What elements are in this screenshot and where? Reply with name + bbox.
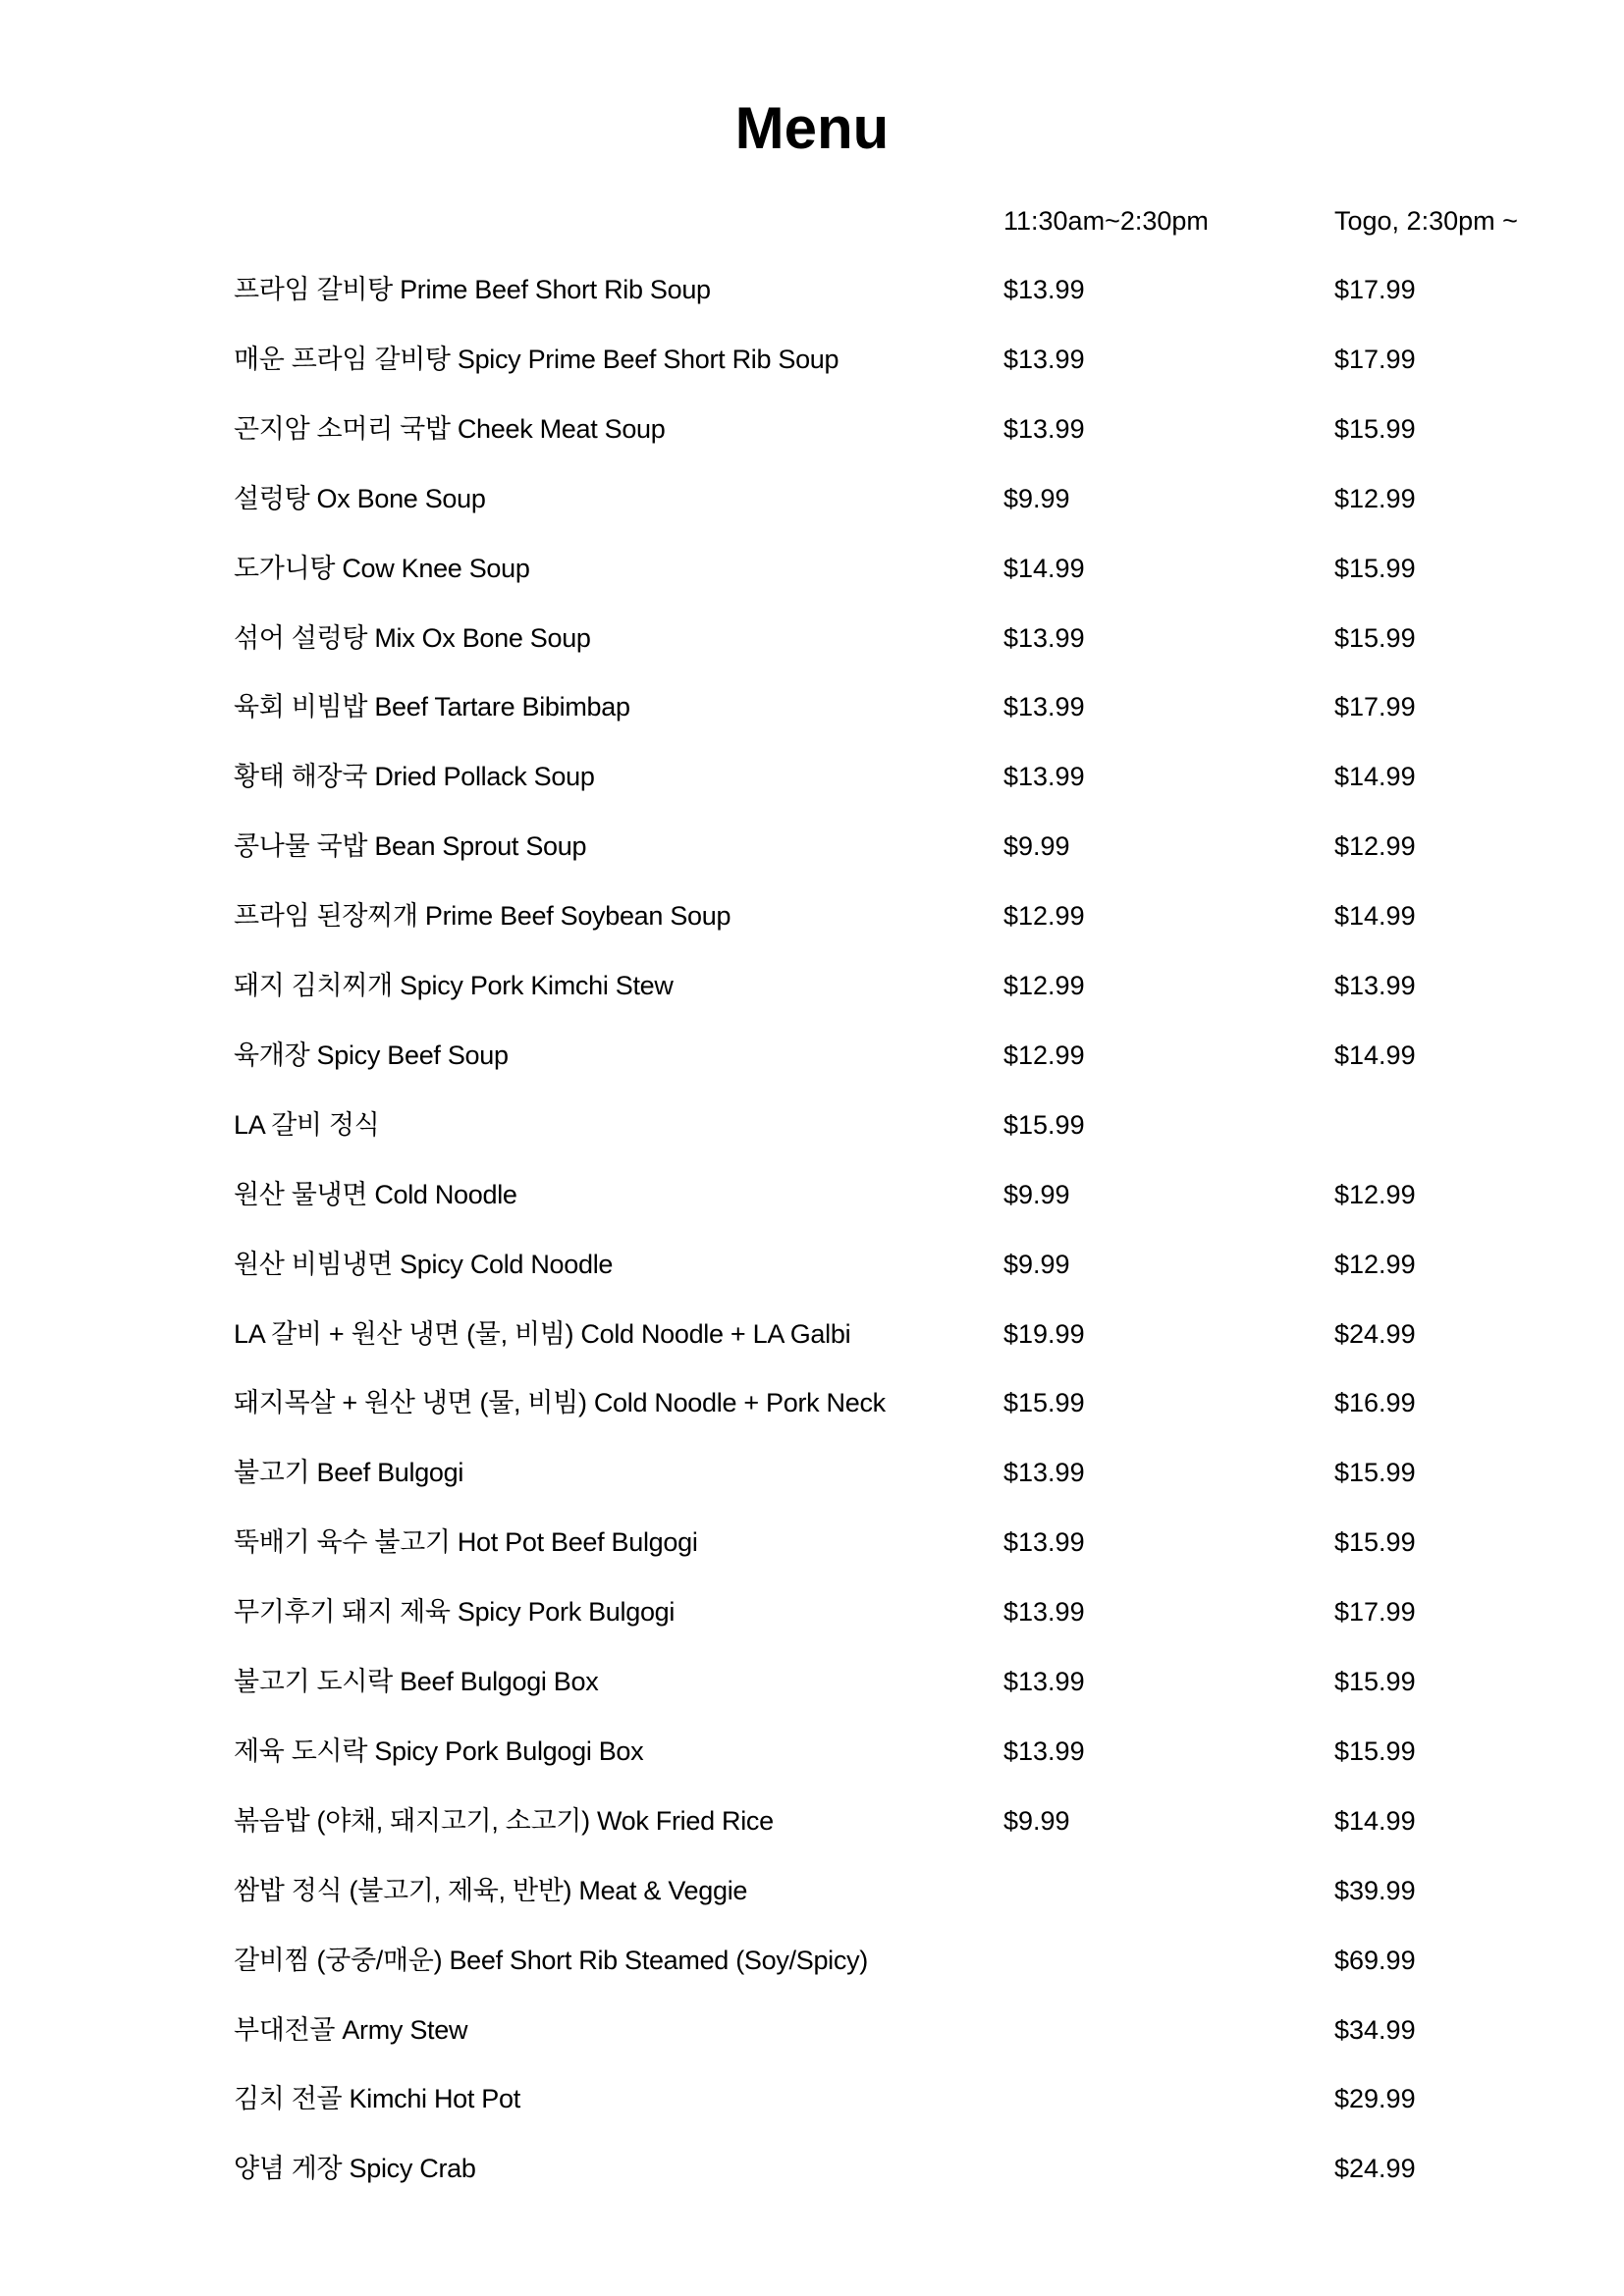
menu-item-togo-price: $17.99	[1334, 344, 1416, 374]
menu-item-name: 매운 프라임 갈비탕 Spicy Prime Beef Short Rib Soup	[234, 344, 839, 374]
menu-item-name: 양념 게장 Spicy Crab	[234, 2154, 476, 2184]
menu-item-row	[0, 1801, 1624, 1841]
menu-item-row	[0, 1383, 1624, 1422]
menu-item-togo-price: $12.99	[1334, 1179, 1416, 1209]
menu-item-lunch-price: $9.99	[1003, 831, 1070, 862]
menu-item-row	[0, 340, 1624, 379]
menu-item-lunch-price: $12.99	[1003, 901, 1085, 932]
menu-item-row	[0, 1453, 1624, 1492]
menu-item-row	[0, 409, 1624, 449]
menu-item-lunch-price: $13.99	[1003, 692, 1085, 722]
menu-item-row	[0, 1036, 1624, 1075]
menu-item-togo-price: $12.99	[1334, 483, 1416, 513]
menu-item-name: 불고기 도시락 Beef Bulgogi Box	[234, 1667, 599, 1696]
menu-item-lunch-price: $9.99	[1003, 483, 1070, 513]
menu-item-row	[0, 1314, 1624, 1354]
menu-item-row	[0, 2149, 1624, 2188]
menu-item-row	[0, 618, 1624, 658]
menu-item-row	[0, 1941, 1624, 1980]
menu-item-name: 콩나물 국밥 Bean Sprout Soup	[234, 831, 587, 862]
menu-item-row	[0, 1592, 1624, 1631]
menu-item-row	[0, 549, 1624, 588]
menu-item-togo-price: $13.99	[1334, 971, 1416, 1000]
menu-item-name: 설렁탕 Ox Bone Soup	[234, 483, 486, 513]
menu-item-row	[0, 1871, 1624, 1910]
menu-item-togo-price: $15.99	[1334, 553, 1416, 583]
menu-item-name: 원산 물냉면 Cold Noodle	[234, 1179, 517, 1209]
column-header-lunch: 11:30am~2:30pm	[1003, 206, 1209, 236]
menu-item-togo-price: $17.99	[1334, 692, 1416, 722]
menu-item-name: 섞어 설렁탕 Mix Ox Bone Soup	[234, 622, 591, 653]
menu-item-lunch-price: $13.99	[1003, 413, 1085, 444]
menu-item-togo-price: $16.99	[1334, 1388, 1416, 1418]
menu-item-lunch-price: $14.99	[1003, 553, 1085, 583]
menu-item-row	[0, 1105, 1624, 1145]
menu-item-togo-price: $15.99	[1334, 413, 1416, 444]
menu-item-row	[0, 2010, 1624, 2050]
menu-item-row	[0, 966, 1624, 1005]
menu-item-row	[0, 1732, 1624, 1771]
menu-item-name: 프라임 된장찌개 Prime Beef Soybean Soup	[234, 901, 731, 932]
menu-item-name: 김치 전골 Kimchi Hot Pot	[234, 2084, 520, 2114]
menu-item-row	[0, 827, 1624, 866]
menu-item-name: 쌈밥 정식 (불고기, 제육, 반반) Meat & Veggie	[234, 1875, 748, 1905]
menu-item-togo-price: $15.99	[1334, 1735, 1416, 1766]
menu-item-togo-price: $34.99	[1334, 2014, 1416, 2045]
menu-item-name: 볶음밥 (야채, 돼지고기, 소고기) Wok Fried Rice	[234, 1805, 774, 1836]
menu-item-row	[0, 479, 1624, 518]
menu-item-lunch-price: $13.99	[1003, 622, 1085, 653]
menu-item-row	[0, 1175, 1624, 1214]
menu-item-row	[0, 896, 1624, 935]
menu-item-togo-price: $15.99	[1334, 1527, 1416, 1558]
menu-item-lunch-price: $9.99	[1003, 1249, 1070, 1279]
menu-item-togo-price: $69.99	[1334, 1945, 1416, 1975]
menu-item-name: 원산 비빔냉면 Spicy Cold Noodle	[234, 1249, 614, 1279]
menu-item-row	[0, 2079, 1624, 2118]
menu-item-row	[0, 270, 1624, 309]
menu-item-lunch-price: $13.99	[1003, 1527, 1085, 1558]
menu-item-togo-price: $24.99	[1334, 1318, 1416, 1349]
menu-item-name: 육회 비빔밥 Beef Tartare Bibimbap	[234, 692, 630, 722]
menu-item-row	[0, 1522, 1624, 1562]
menu-item-row	[0, 1662, 1624, 1701]
menu-item-row	[0, 687, 1624, 726]
menu-item-lunch-price: $9.99	[1003, 1805, 1070, 1836]
menu-item-name: 불고기 Beef Bulgogi	[234, 1458, 464, 1488]
menu-item-lunch-price: $13.99	[1003, 1597, 1085, 1628]
menu-item-lunch-price: $15.99	[1003, 1388, 1085, 1418]
column-header-togo: Togo, 2:30pm ~	[1334, 206, 1518, 236]
menu-item-lunch-price: $15.99	[1003, 1109, 1085, 1140]
menu-item-togo-price: $29.99	[1334, 2084, 1416, 2114]
menu-item-togo-price: $12.99	[1334, 831, 1416, 862]
menu-item-name: 도가니탕 Cow Knee Soup	[234, 553, 530, 583]
menu-item-name: 곤지암 소머리 국밥 Cheek Meat Soup	[234, 413, 666, 444]
menu-item-lunch-price: $13.99	[1003, 344, 1085, 374]
menu-item-name: 제육 도시락 Spicy Pork Bulgogi Box	[234, 1735, 644, 1766]
menu-item-togo-price: $14.99	[1334, 762, 1416, 792]
menu-item-name: 육개장 Spicy Beef Soup	[234, 1040, 509, 1070]
menu-item-togo-price: $15.99	[1334, 1667, 1416, 1696]
menu-item-name: 갈비찜 (궁중/매운) Beef Short Rib Steamed (Soy/Spicy)	[234, 1945, 868, 1975]
menu-item-lunch-price: $13.99	[1003, 1735, 1085, 1766]
menu-item-name: 돼지 김치찌개 Spicy Pork Kimchi Stew	[234, 971, 674, 1000]
menu-item-name: 돼지목살 + 원산 냉면 (물, 비빔) Cold Noodle + Pork Neck	[234, 1388, 886, 1418]
menu-item-togo-price: $14.99	[1334, 1805, 1416, 1836]
menu-item-lunch-price: $13.99	[1003, 275, 1085, 304]
menu-item-lunch-price: $19.99	[1003, 1318, 1085, 1349]
menu-item-lunch-price: $13.99	[1003, 762, 1085, 792]
menu-item-name: 프라임 갈비탕 Prime Beef Short Rib Soup	[234, 275, 711, 304]
menu-item-name: LA 갈비 정식	[234, 1109, 380, 1140]
menu-item-lunch-price: $13.99	[1003, 1458, 1085, 1488]
menu-item-lunch-price: $9.99	[1003, 1179, 1070, 1209]
menu-item-name: LA 갈비 + 원산 냉면 (물, 비빔) Cold Noodle + LA Galbi	[234, 1318, 851, 1349]
menu-item-togo-price: $15.99	[1334, 1458, 1416, 1488]
menu-item-row	[0, 757, 1624, 796]
menu-item-togo-price: $12.99	[1334, 1249, 1416, 1279]
menu-item-name: 무기후기 돼지 제육 Spicy Pork Bulgogi	[234, 1597, 676, 1628]
menu-item-lunch-price: $13.99	[1003, 1667, 1085, 1696]
menu-item-row	[0, 1245, 1624, 1284]
menu-item-togo-price: $14.99	[1334, 901, 1416, 932]
menu-item-name: 부대전골 Army Stew	[234, 2014, 468, 2045]
menu-item-togo-price: $17.99	[1334, 275, 1416, 304]
menu-item-togo-price: $15.99	[1334, 622, 1416, 653]
menu-item-lunch-price: $12.99	[1003, 1040, 1085, 1070]
menu-item-togo-price: $39.99	[1334, 1875, 1416, 1905]
column-header-row	[0, 201, 1624, 240]
menu-item-name: 뚝배기 육수 불고기 Hot Pot Beef Bulgogi	[234, 1527, 698, 1558]
menu-item-togo-price: $17.99	[1334, 1597, 1416, 1628]
page-title: Menu	[734, 95, 890, 161]
menu-item-togo-price: $14.99	[1334, 1040, 1416, 1070]
menu-item-togo-price: $24.99	[1334, 2154, 1416, 2184]
menu-item-lunch-price: $12.99	[1003, 971, 1085, 1000]
menu-item-name: 황태 해장국 Dried Pollack Soup	[234, 762, 595, 792]
